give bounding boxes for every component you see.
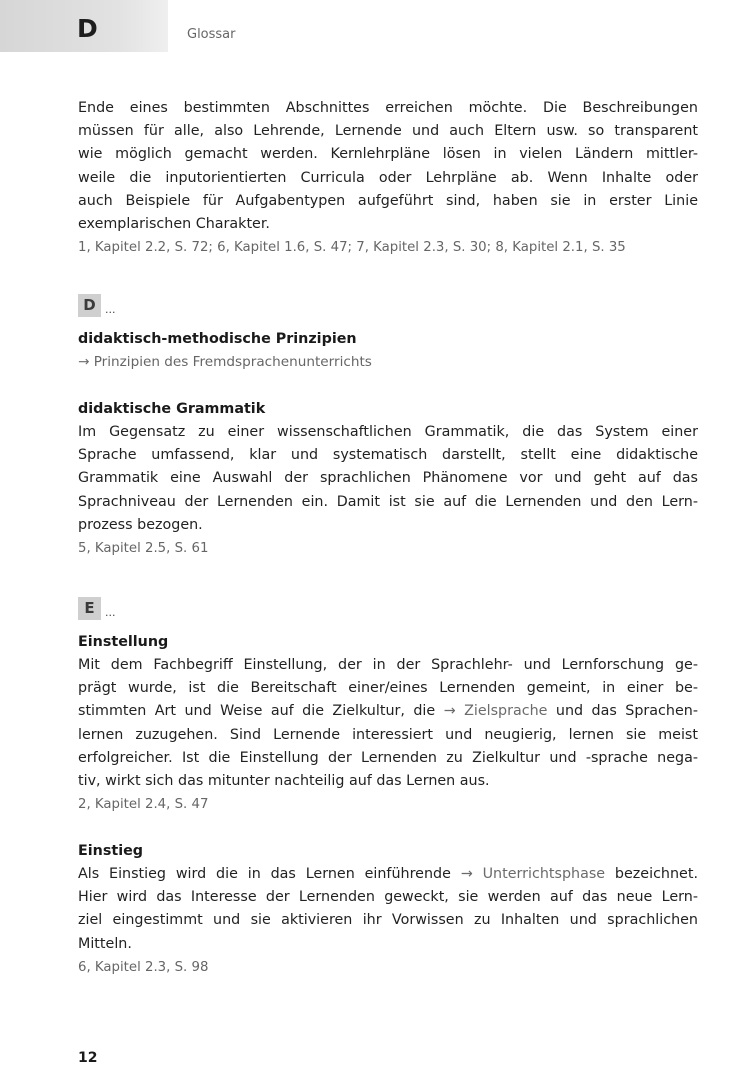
cross-reference-link[interactable]: Unterrichtsphase <box>482 866 606 882</box>
intro-block <box>78 97 698 259</box>
text-line: müssen für alle, also Lehrende, Lernende und auch Eltern usw. so transparent <box>78 123 698 140</box>
arrow-right-icon: → <box>460 866 473 882</box>
text-line: exemplarischen Charakter. <box>78 216 270 233</box>
text-line: Ende eines bestimmten Abschnittes erreichen möchte. Die Beschreibungen <box>78 100 698 116</box>
intro-paragraph <box>78 97 698 236</box>
text-line <box>78 863 698 886</box>
cross-reference-link[interactable]: Prinzipien des Fremdsprachenunterrichts <box>93 354 372 370</box>
arrow-right-icon: → <box>443 703 456 720</box>
section-dots: ... <box>105 606 116 619</box>
entry-reference: 6, Kapitel 2.3, S. 98 <box>78 959 209 975</box>
entry-reference: 5, Kapitel 2.5, S. 61 <box>78 541 209 557</box>
text-line: Sprachniveau der Lernenden ein. Damit ist sie auf die Lernenden und den Lern- <box>78 493 698 510</box>
text-line: wie möglich gemacht werden. Kernlehrpläne lösen in vielen Ländern mittler- <box>78 146 698 163</box>
text-line: tiv, wirkt sich das mitunter nachteilig auf das Lernen aus. <box>78 773 490 790</box>
cross-reference-link[interactable]: Zielsprache <box>464 703 548 720</box>
arrow-right-icon: → <box>78 354 90 370</box>
entry-prinzipien <box>78 328 698 374</box>
text-line: prozess bezogen. <box>78 516 203 533</box>
section-badge: D <box>78 294 101 317</box>
text-line <box>78 700 698 723</box>
entry-reference: 2, Kapitel 2.4, S. 47 <box>78 797 209 813</box>
intro-reference: 1, Kapitel 2.2, S. 72; 6, Kapitel 1.6, S. 47; 7, Kapitel 2.3, S. 30; 8, Kapitel 2.1, S. 35 <box>78 240 626 256</box>
section-marker-e <box>78 597 116 623</box>
entry-term: didaktische Grammatik <box>78 401 266 417</box>
section-marker-d <box>78 294 116 320</box>
section-dots: ... <box>105 303 116 316</box>
entry-definition <box>78 863 698 956</box>
entry-einstellung <box>78 631 698 816</box>
entry-grammatik <box>78 398 698 560</box>
text-segment: stimmten Art und Weise auf die Zielkultur, die <box>78 703 444 720</box>
text-line: prägt wurde, ist die Bereitschaft einer/eines Lernenden gemeint, in einer be- <box>78 680 698 697</box>
text-segment: Als Einstieg wird die in das Lernen einführende <box>78 866 461 882</box>
text-line: Mit dem Fachbegriff Einstellung, der in der Sprachlehr- und Lernforschung ge- <box>78 657 698 673</box>
cross-reference <box>78 351 698 374</box>
text-line: lernen zuzugehen. Sind Lernende interessiert und neugierig, lernen sie meist <box>78 726 698 743</box>
text-line: weile die inputorientierten Curricula oder Lehrpläne ab. Wenn Inhalte oder <box>78 169 698 186</box>
text-line: Grammatik eine Auswahl der sprachlichen Phänomene vor und geht auf das <box>78 470 698 487</box>
header-tab <box>0 0 168 52</box>
text-line: erfolgreicher. Ist die Einstellung der Lernenden zu Zielkultur und -sprache nega- <box>78 749 698 766</box>
entry-term: Einstellung <box>78 634 169 650</box>
entry-definition <box>78 421 698 537</box>
text-line: Sprache umfassend, klar und systematisch darstellt, stellt eine didaktische <box>78 447 698 464</box>
header-title: Glossar <box>187 27 236 42</box>
text-segment: bezeichnet. <box>605 866 699 882</box>
text-segment: und das Sprachen- <box>547 703 698 720</box>
entry-definition <box>78 654 698 793</box>
text-line: Im Gegensatz zu einer wissenschaftlichen Grammatik, die das System einer <box>78 424 698 440</box>
text-line: Mitteln. <box>78 935 132 952</box>
header-letter: D <box>77 14 98 43</box>
entry-einstieg <box>78 840 698 979</box>
entry-term: didaktisch-methodische Prinzipien <box>78 331 357 347</box>
text-line: ziel eingestimmt und sie aktivieren ihr Vorwissen zu Inhalten und sprachlichen <box>78 912 698 929</box>
entry-term: Einstieg <box>78 843 144 859</box>
text-line: auch Beispiele für Aufgabentypen aufgeführt sind, haben sie in erster Linie <box>78 192 698 209</box>
page-number: 12 <box>78 1050 98 1066</box>
section-badge: E <box>78 597 101 620</box>
text-line: Hier wird das Interesse der Lernenden geweckt, sie werden auf das neue Lern- <box>78 889 698 906</box>
